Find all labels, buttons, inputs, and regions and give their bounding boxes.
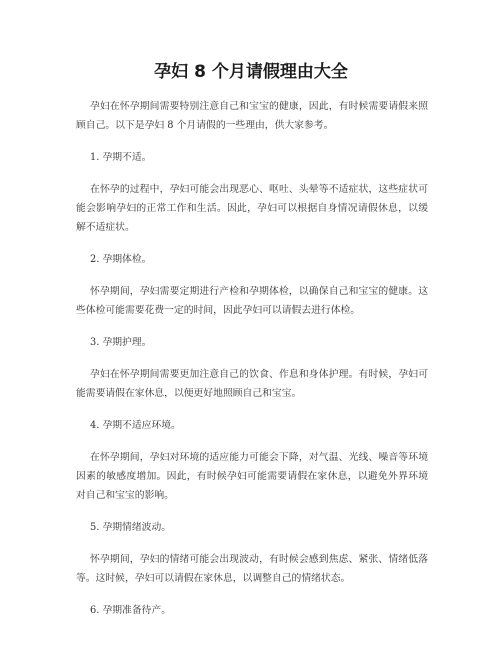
section-body-5: 怀孕期间，孕妇的情绪可能会出现波动，有时候会感到焦虑、紧张、情绪低落等。这时候，孕妇可以请假在家休息，以调整自己的情绪状态。 (76, 554, 428, 584)
document-body (76, 97, 428, 633)
section-body-3: 孕妇在怀孕期间需要更加注意自己的饮食、作息和身体护理。有时候，孕妇可能需要请假在家休息，以便更好地照顾自己和宝宝。 (76, 369, 428, 399)
section-body-1: 在怀孕的过程中，孕妇可能会出现恶心、呕吐、头晕等不适症状，这些症状可能会影响孕妇的正常工作和生活。因此，孕妇可以根据自身情况请假休息，以缓解不适症状。 (76, 184, 428, 233)
document-title: 孕妇 8 个月请假理由大全 (154, 62, 348, 82)
section-heading-2: 2. 孕期体检。 (90, 254, 152, 265)
intro-paragraph: 孕妇在怀孕期间需要特别注意自己和宝宝的健康，因此，有时候需要请假来照顾自己。以下是孕妇 8 个月请假的一些理由，供大家参考。 (76, 101, 428, 131)
section-heading-3: 3. 孕期护理。 (90, 337, 152, 348)
section-heading-4: 4. 孕期不适应环境。 (90, 420, 181, 431)
section-heading-1: 1. 孕期不适。 (90, 152, 152, 163)
section-body-4: 在怀孕期间，孕妇对环境的适应能力可能会下降，对气温、光线、噪音等环境因素的敏感度增加。因此，有时候孕妇可能需要请假在家休息，以避免外界环境对自己和宝宝的影响。 (76, 452, 428, 501)
section-heading-5: 5. 孕期情绪波动。 (90, 522, 172, 533)
section-heading-6: 6. 孕期准备待产。 (90, 605, 172, 616)
section-body-2: 怀孕期间，孕妇需要定期进行产检和孕期体检，以确保自己和宝宝的健康。这些体检可能需要花费一定的时间，因此孕妇可以请假去进行体检。 (76, 286, 428, 316)
